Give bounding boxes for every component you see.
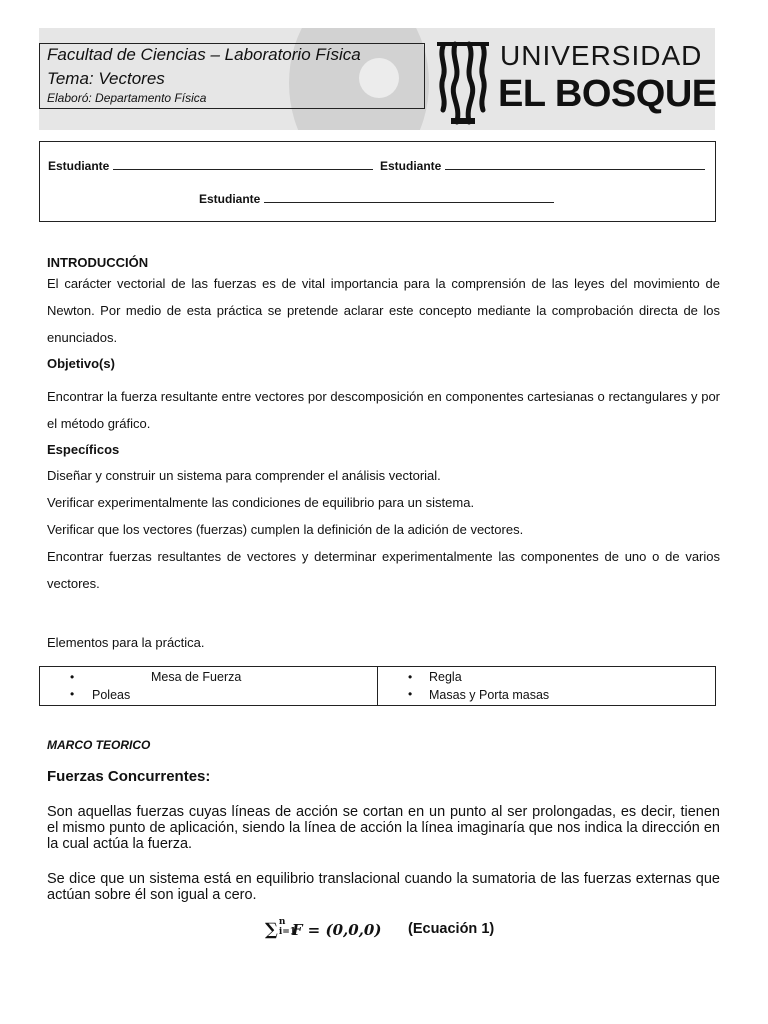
specific-heading: Específicos: [47, 442, 120, 457]
specific-item: Diseñar y construir un sistema para comprender el análisis vectorial.: [47, 468, 441, 483]
student-field[interactable]: [380, 159, 705, 173]
intro-heading: INTRODUCCIÓN: [47, 255, 149, 270]
el-bosque-logo-icon: [437, 38, 489, 126]
student-label: Estudiante: [380, 159, 442, 173]
bullet-icon: •: [70, 687, 75, 701]
header-title-box: [39, 43, 425, 109]
student-label: Estudiante: [199, 192, 261, 206]
elements-heading: Elementos para la práctica.: [47, 635, 205, 650]
specific-item: Encontrar fuerzas resultantes de vectores y determinar experimentalmente las componentes de uno o de varios vectores.: [47, 549, 720, 591]
faculty-title: Facultad de Ciencias – Laboratorio Física: [47, 45, 361, 64]
intro-text: El carácter vectorial de las fuerzas es de vital importancia para la comprensión de las leyes del movimiento de Newton. Por medio de esta práctica se pretende aclarar este concepto mediante la comprobación directa de los enunciados.: [47, 276, 720, 345]
university-name: EL BOSQUE: [498, 73, 717, 115]
students-box: [39, 141, 716, 222]
equation-superscript: n: [278, 917, 286, 927]
equation-sum: ∑ n i=1 F = (0,0,0): [265, 917, 382, 940]
student-field[interactable]: [199, 192, 554, 206]
element-item: Masas y Porta masas: [429, 688, 550, 702]
element-item: Poleas: [92, 688, 131, 702]
university-label: UNIVERSIDAD: [500, 40, 703, 71]
student-label: Estudiante: [48, 159, 110, 173]
concurrent-forces-title: Fuerzas Concurrentes:: [47, 768, 211, 785]
objectives-heading: Objetivo(s): [47, 356, 115, 371]
equation-body: F = (0,0,0): [291, 921, 382, 939]
table-divider: [377, 667, 378, 705]
specific-item: Verificar que los vectores (fuerzas) cumplen la definición de la adición de vectores.: [47, 522, 524, 537]
student-blank-line[interactable]: [445, 159, 705, 170]
equilibrium-text: Se dice que un sistema está en equilibrio translacional cuando la sumatoria de las fuerzas externas que actúan sobre él son igual a cero.: [47, 871, 720, 903]
element-item: Mesa de Fuerza: [151, 670, 242, 684]
specific-item: Verificar experimentalmente las condiciones de equilibrio para un sistema.: [47, 495, 475, 510]
bullet-icon: •: [70, 670, 75, 684]
equation-label: (Ecuación 1): [408, 921, 495, 937]
topic-title: Tema: Vectores: [47, 69, 165, 88]
student-blank-line[interactable]: [264, 192, 554, 203]
bullet-icon: •: [408, 670, 413, 684]
bullet-icon: •: [408, 687, 413, 701]
element-item: Regla: [429, 670, 462, 684]
equation-subscript: i=1: [278, 927, 297, 937]
student-field[interactable]: [48, 159, 373, 173]
concurrent-forces-text: Son aquellas fuerzas cuyas líneas de acción se cortan en un punto al ser prolongadas, es decir, tienen el mismo punto de aplicación, siendo la línea de acción la línea imaginaría que nos indica la dirección en la cual actúa la fuerza.: [47, 804, 720, 852]
elements-table: [39, 666, 716, 706]
author-line: Elaboró: Departamento Física: [47, 91, 207, 105]
marco-heading: MARCO TEORICO: [47, 738, 151, 752]
objectives-text: Encontrar la fuerza resultante entre vectores por descomposición en componentes cartesianas o rectangulares y por el método gráfico.: [47, 389, 720, 431]
student-blank-line[interactable]: [113, 159, 373, 170]
